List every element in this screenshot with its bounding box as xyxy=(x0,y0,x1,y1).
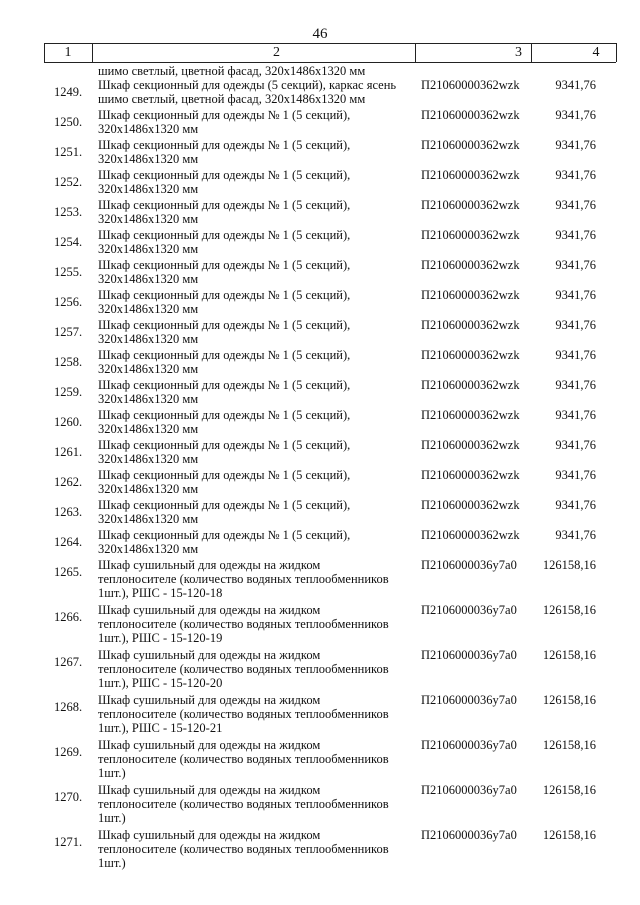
header-divider xyxy=(44,43,45,62)
description-line: Шкаф сушильный для одежды на жидком xyxy=(98,828,321,842)
header-divider xyxy=(616,43,617,62)
description-line: 320x1486x1320 мм xyxy=(98,302,199,316)
description-line: Шкаф секционный для одежды № 1 (5 секций), xyxy=(98,498,351,512)
table-row xyxy=(0,783,640,828)
table-row xyxy=(0,828,640,873)
row-number: 1253. xyxy=(54,205,83,219)
row-code: П21060000362wzk xyxy=(421,258,520,272)
description-line: Шкаф секционный для одежды № 1 (5 секций), xyxy=(98,258,351,272)
table-row xyxy=(0,138,640,168)
description-line: 320x1486x1320 мм xyxy=(98,182,199,196)
table-row xyxy=(0,603,640,648)
description-line: 320x1486x1320 мм xyxy=(98,392,199,406)
description-line: 320x1486x1320 мм xyxy=(98,482,199,496)
row-number: 1270. xyxy=(54,790,83,804)
row-number: 1252. xyxy=(54,175,83,189)
row-price: 9341,76 xyxy=(555,408,596,422)
description-line: 1шт.), РШС - 15-120-18 xyxy=(98,586,223,600)
row-number: 1271. xyxy=(54,835,83,849)
row-price: 126158,16 xyxy=(542,828,596,842)
row-description xyxy=(98,603,418,645)
row-description xyxy=(98,78,418,106)
description-line: Шкаф секционный для одежды № 1 (5 секций), xyxy=(98,348,351,362)
description-line: Шкаф сушильный для одежды на жидком xyxy=(98,648,321,662)
description-line: 320x1486x1320 мм xyxy=(98,272,199,286)
table-row xyxy=(0,258,640,288)
column-header-3: 3 xyxy=(515,45,522,60)
row-price: 9341,76 xyxy=(555,138,596,152)
row-code: П21060000362wzk xyxy=(421,348,520,362)
table-row xyxy=(0,228,640,258)
description-line: 320x1486x1320 мм xyxy=(98,122,199,136)
row-description xyxy=(98,438,418,466)
description-line: 1шт.), РШС - 15-120-20 xyxy=(98,676,223,690)
table-row xyxy=(0,378,640,408)
description-line: Шкаф секционный для одежды № 1 (5 секций), xyxy=(98,438,351,452)
row-price: 126158,16 xyxy=(542,783,596,797)
description-line: 320x1486x1320 мм xyxy=(98,512,199,526)
description-line: 320x1486x1320 мм xyxy=(98,212,199,226)
column-header-2: 2 xyxy=(273,45,280,60)
row-price: 9341,76 xyxy=(555,468,596,482)
table-body xyxy=(0,78,640,873)
row-price: 9341,76 xyxy=(555,438,596,452)
description-line: 320x1486x1320 мм xyxy=(98,542,199,556)
row-description xyxy=(98,648,418,690)
description-line: Шкаф секционный для одежды № 1 (5 секций), xyxy=(98,528,351,542)
description-line: 320x1486x1320 мм xyxy=(98,332,199,346)
row-description xyxy=(98,318,418,346)
description-line: 320x1486x1320 мм xyxy=(98,152,199,166)
row-description xyxy=(98,348,418,376)
row-description xyxy=(98,288,418,316)
row-number: 1265. xyxy=(54,565,83,579)
row-number: 1250. xyxy=(54,115,83,129)
description-line: Шкаф секционный для одежды № 1 (5 секций), xyxy=(98,198,351,212)
description-line: Шкаф секционный для одежды № 1 (5 секций), xyxy=(98,408,351,422)
row-description xyxy=(98,258,418,286)
row-number: 1261. xyxy=(54,445,83,459)
row-number: 1260. xyxy=(54,415,83,429)
description-line: теплоносителе (количество водяных теплообменников xyxy=(98,752,389,766)
row-code: П21060000362wzk xyxy=(421,528,520,542)
row-price: 126158,16 xyxy=(542,693,596,707)
row-number: 1267. xyxy=(54,655,83,669)
continuation-line: шимо светлый, цветной фасад, 320x1486x1320 мм xyxy=(98,64,366,78)
table-row xyxy=(0,468,640,498)
table-row xyxy=(0,288,640,318)
header-divider xyxy=(92,43,93,62)
row-description xyxy=(98,738,418,780)
row-number: 1269. xyxy=(54,745,83,759)
row-code: П2106000036y7a0 xyxy=(421,783,517,797)
row-description xyxy=(98,693,418,735)
row-description xyxy=(98,378,418,406)
row-code: П2106000036y7a0 xyxy=(421,648,517,662)
description-line: теплоносителе (количество водяных теплообменников xyxy=(98,617,389,631)
description-line: 320x1486x1320 мм xyxy=(98,452,199,466)
row-code: П21060000362wzk xyxy=(421,228,520,242)
description-line: 1шт.), РШС - 15-120-21 xyxy=(98,721,223,735)
description-line: Шкаф секционный для одежды № 1 (5 секций), xyxy=(98,228,351,242)
row-code: П21060000362wzk xyxy=(421,318,520,332)
description-line: Шкаф сушильный для одежды на жидком xyxy=(98,783,321,797)
row-description xyxy=(98,408,418,436)
description-line: Шкаф секционный для одежды № 1 (5 секций), xyxy=(98,168,351,182)
header-divider xyxy=(531,43,532,62)
row-price: 126158,16 xyxy=(542,558,596,572)
table-row xyxy=(0,108,640,138)
description-line: Шкаф секционный для одежды (5 секций), каркас ясень xyxy=(98,78,397,92)
row-description xyxy=(98,168,418,196)
description-line: Шкаф секционный для одежды № 1 (5 секций), xyxy=(98,468,351,482)
row-description xyxy=(98,198,418,226)
description-line: Шкаф секционный для одежды № 1 (5 секций), xyxy=(98,378,351,392)
description-line: теплоносителе (количество водяных теплообменников xyxy=(98,842,389,856)
row-number: 1255. xyxy=(54,265,83,279)
description-line: Шкаф секционный для одежды № 1 (5 секций), xyxy=(98,138,351,152)
description-line: Шкаф сушильный для одежды на жидком xyxy=(98,738,321,752)
row-code: П21060000362wzk xyxy=(421,468,520,482)
row-code: П21060000362wzk xyxy=(421,78,520,92)
table-row xyxy=(0,648,640,693)
table-row xyxy=(0,318,640,348)
description-line: 1шт.), РШС - 15-120-19 xyxy=(98,631,223,645)
row-price: 9341,76 xyxy=(555,108,596,122)
row-number: 1257. xyxy=(54,325,83,339)
row-code: П21060000362wzk xyxy=(421,108,520,122)
description-line: 320x1486x1320 мм xyxy=(98,242,199,256)
row-code: П2106000036y7a0 xyxy=(421,693,517,707)
row-price: 9341,76 xyxy=(555,198,596,212)
description-line: 1шт.) xyxy=(98,766,126,780)
row-number: 1254. xyxy=(54,235,83,249)
description-line: Шкаф сушильный для одежды на жидком xyxy=(98,693,321,707)
row-number: 1256. xyxy=(54,295,83,309)
row-price: 9341,76 xyxy=(555,528,596,542)
row-price: 9341,76 xyxy=(555,318,596,332)
table-row xyxy=(0,348,640,378)
table-row xyxy=(0,78,640,108)
row-code: П21060000362wzk xyxy=(421,138,520,152)
row-code: П21060000362wzk xyxy=(421,288,520,302)
row-price: 9341,76 xyxy=(555,228,596,242)
description-line: Шкаф секционный для одежды № 1 (5 секций), xyxy=(98,108,351,122)
table-row xyxy=(0,168,640,198)
row-price: 9341,76 xyxy=(555,288,596,302)
description-line: Шкаф сушильный для одежды на жидком xyxy=(98,558,321,572)
table-row xyxy=(0,438,640,468)
description-line: Шкаф секционный для одежды № 1 (5 секций), xyxy=(98,318,351,332)
row-code: П21060000362wzk xyxy=(421,438,520,452)
row-price: 9341,76 xyxy=(555,168,596,182)
row-price: 9341,76 xyxy=(555,378,596,392)
row-price: 9341,76 xyxy=(555,78,596,92)
row-code: П21060000362wzk xyxy=(421,198,520,212)
description-line: 1шт.) xyxy=(98,856,126,870)
description-line: 1шт.) xyxy=(98,811,126,825)
row-code: П2106000036y7a0 xyxy=(421,828,517,842)
column-header-1: 1 xyxy=(64,45,72,60)
description-line: 320x1486x1320 мм xyxy=(98,362,199,376)
row-price: 9341,76 xyxy=(555,348,596,362)
row-number: 1264. xyxy=(54,535,83,549)
row-number: 1268. xyxy=(54,700,83,714)
row-number: 1263. xyxy=(54,505,83,519)
table-row xyxy=(0,738,640,783)
table-row xyxy=(0,693,640,738)
row-price: 126158,16 xyxy=(542,603,596,617)
row-code: П21060000362wzk xyxy=(421,408,520,422)
row-description xyxy=(98,528,418,556)
description-line: Шкаф секционный для одежды № 1 (5 секций), xyxy=(98,288,351,302)
row-description xyxy=(98,828,418,870)
row-description xyxy=(98,498,418,526)
column-header-4: 4 xyxy=(592,45,600,60)
table-row xyxy=(0,408,640,438)
table-row xyxy=(0,528,640,558)
header-divider xyxy=(415,43,416,62)
row-code: П2106000036y7a0 xyxy=(421,738,517,752)
row-number: 1266. xyxy=(54,610,83,624)
row-code: П2106000036y7a0 xyxy=(421,603,517,617)
row-number: 1249. xyxy=(54,85,83,99)
description-line: Шкаф сушильный для одежды на жидком xyxy=(98,603,321,617)
row-number: 1251. xyxy=(54,145,83,159)
description-line: 320x1486x1320 мм xyxy=(98,422,199,436)
row-number: 1262. xyxy=(54,475,83,489)
row-description xyxy=(98,228,418,256)
row-number: 1258. xyxy=(54,355,83,369)
description-line: теплоносителе (количество водяных теплообменников xyxy=(98,707,389,721)
row-price: 9341,76 xyxy=(555,258,596,272)
row-code: П21060000362wzk xyxy=(421,378,520,392)
page-number: 46 xyxy=(312,26,328,42)
description-line: теплоносителе (количество водяных теплообменников xyxy=(98,797,389,811)
row-price: 126158,16 xyxy=(542,648,596,662)
description-line: теплоносителе (количество водяных теплообменников xyxy=(98,572,389,586)
row-code: П2106000036y7a0 xyxy=(421,558,517,572)
row-description xyxy=(98,108,418,136)
row-description xyxy=(98,558,418,600)
table-row xyxy=(0,498,640,528)
row-description xyxy=(98,138,418,166)
row-number: 1259. xyxy=(54,385,83,399)
table-row xyxy=(0,558,640,603)
row-price: 9341,76 xyxy=(555,498,596,512)
description-line: шимо светлый, цветной фасад, 320x1486x1320 мм xyxy=(98,92,366,106)
description-line: теплоносителе (количество водяных теплообменников xyxy=(98,662,389,676)
row-price: 126158,16 xyxy=(542,738,596,752)
row-description xyxy=(98,468,418,496)
row-description xyxy=(98,783,418,825)
table-row xyxy=(0,198,640,228)
row-code: П21060000362wzk xyxy=(421,168,520,182)
row-code: П21060000362wzk xyxy=(421,498,520,512)
